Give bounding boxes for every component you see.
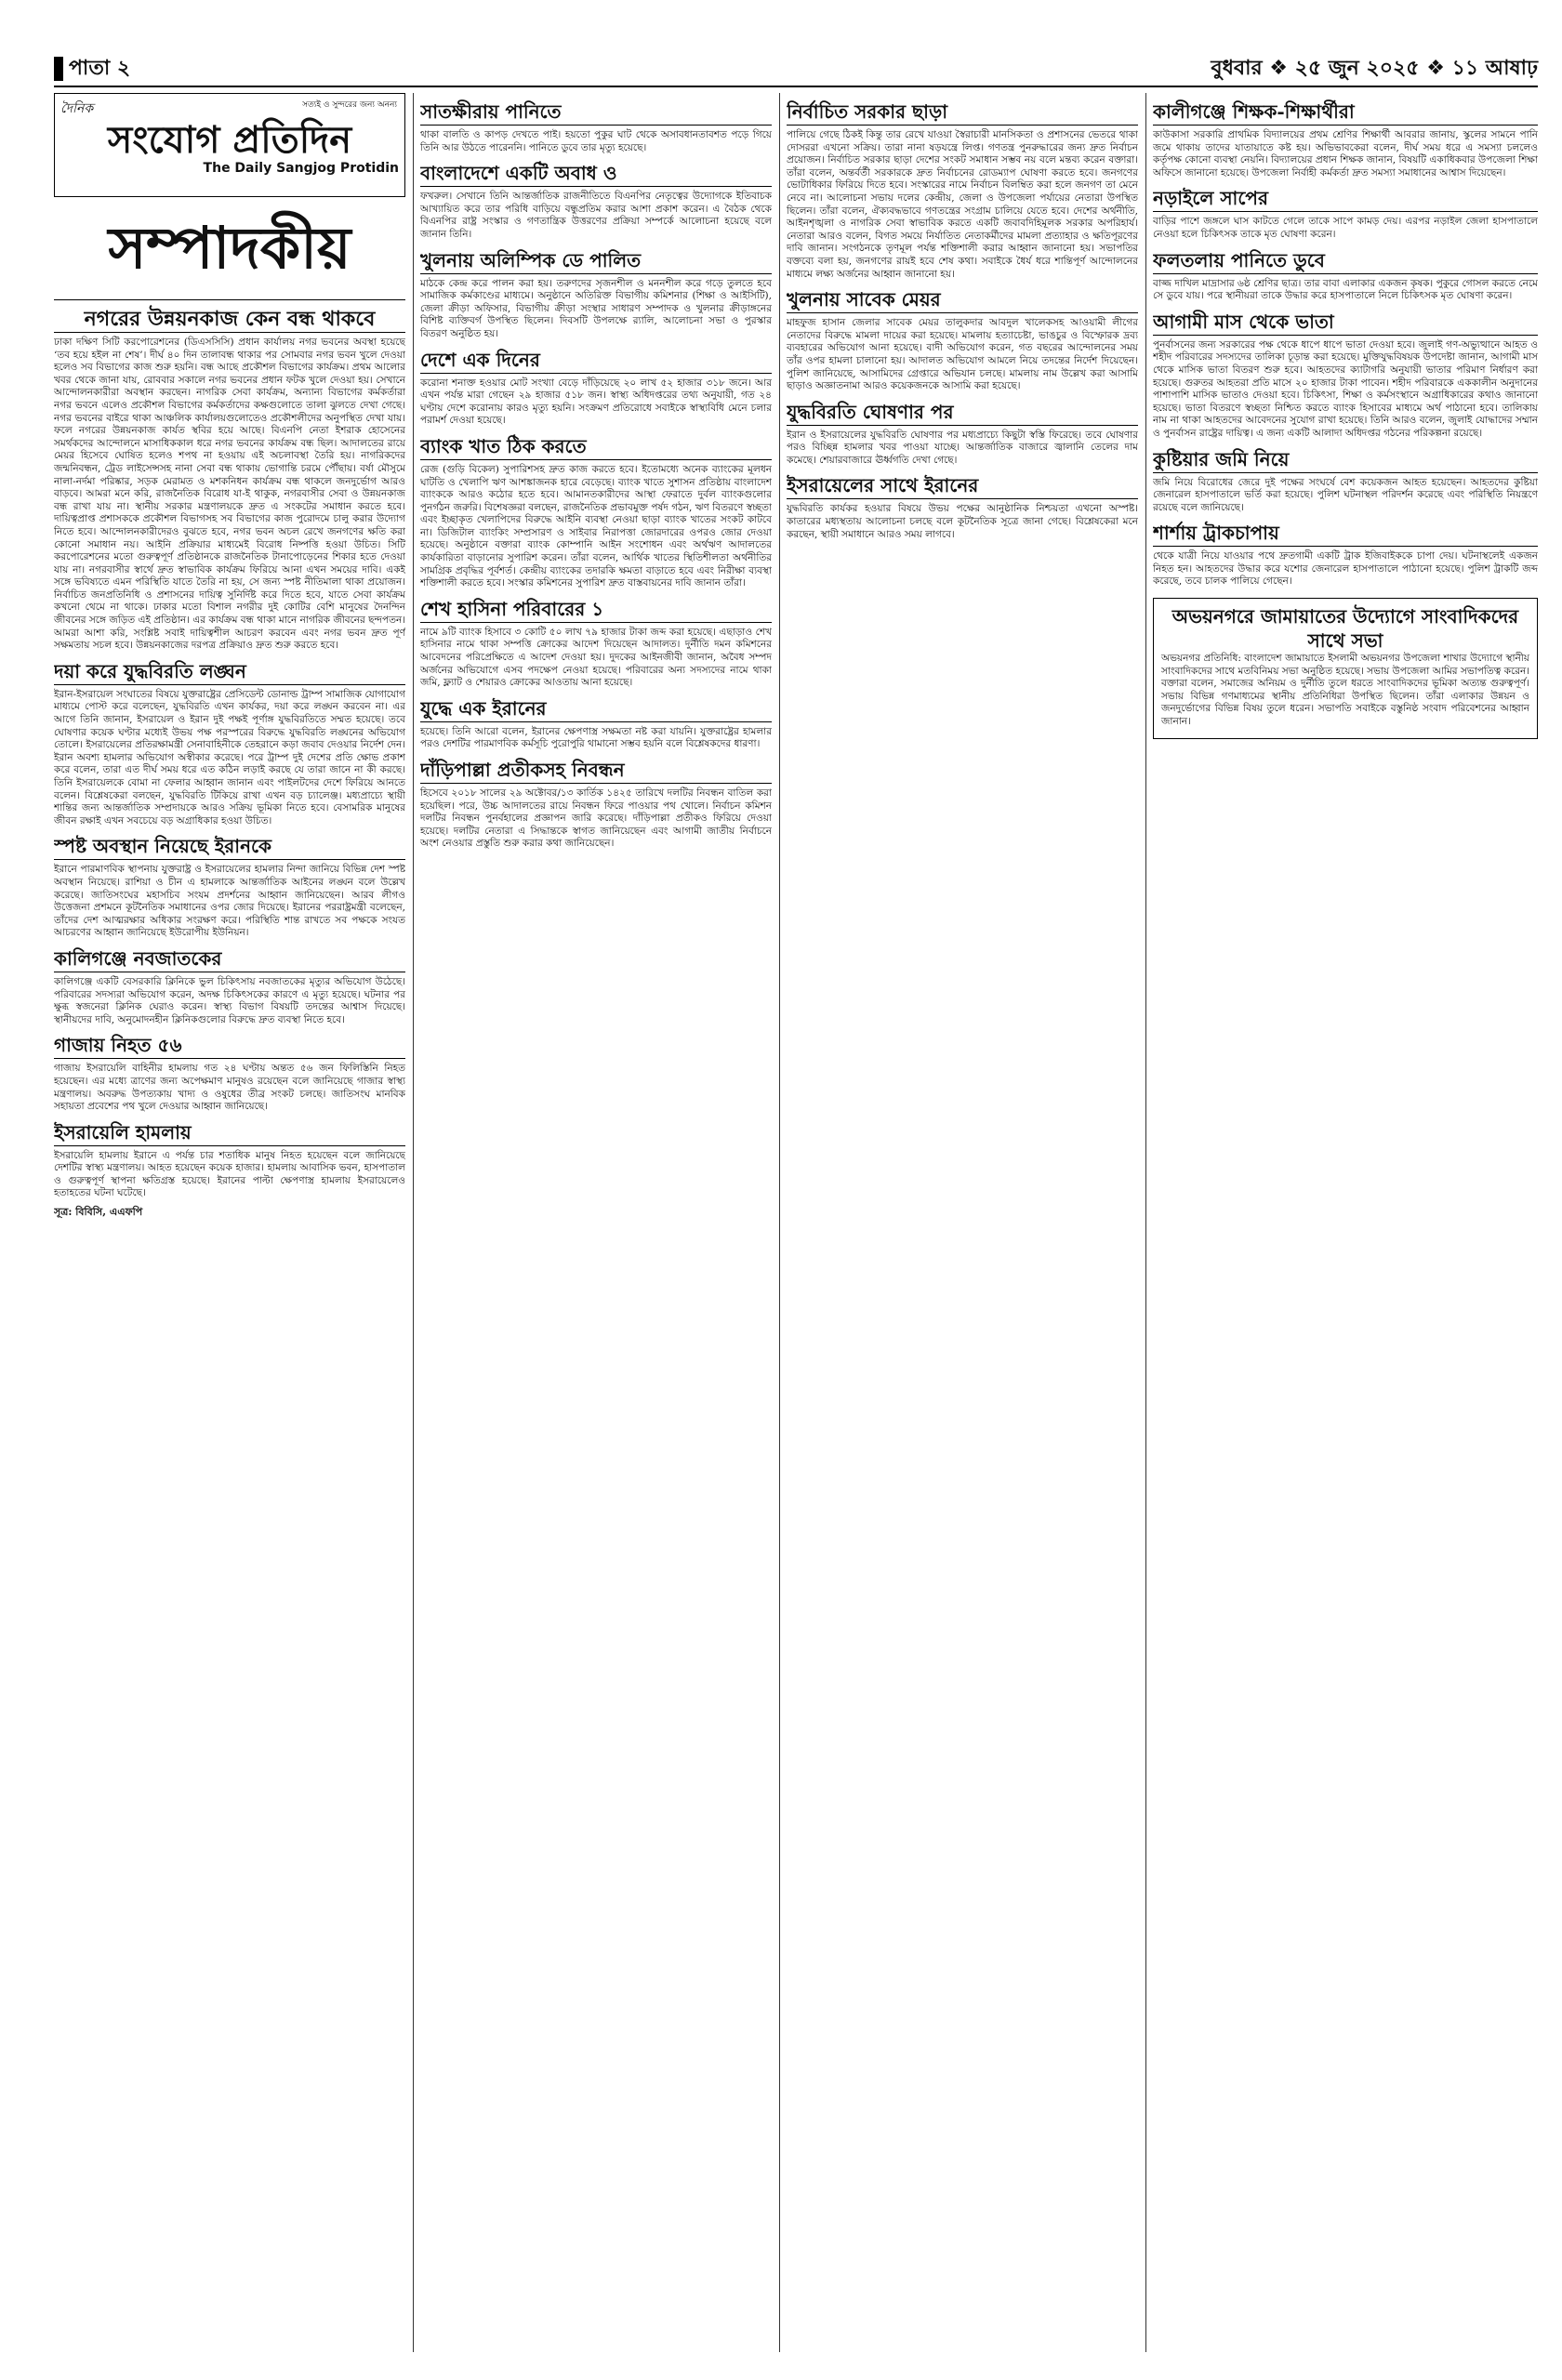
article-body: ঢাকা দক্ষিণ সিটি করপোরেশনের (ডিএসসিসি) প্রধান কার্যালয় নগর ভবনের অবস্থা হয়েছে ‘তব হয়ে হইল না শেষ’। দীর্ঘ ৪০ দিন তালাবন্ধ থাকার পর সোমবার নগর ভবন খুলে দেওয়া হলেও সব বিভাগের কাজ শুরু হয়নি। বন্ধ আছে প্রকৌশল বিভাগের কার্যক্রম। প্রথম আলোর খবর থেকে জানা যায়, রোববার সকালে নগর ভবনের প্রধান ফটক খুলে দেওয়া হয়। সেখানে আন্দোলনকারীরা অবস্থান করছেন। নাগরিক সেবা কার্যক্রম, অন্যান্য বিভাগের কর্মকর্তারা নগর ভবনে এলেও প্রকৌশল বিভাগের কর্মকর্তাদের কক্ষগুলোতে তালা ঝুলতে দেখা গেছে। নগর ভবনের বাইরে থাকা আঞ্চলিক কার্যালয়গুলোতেও প্রকৌশলীদের অনুপস্থিত দেখা যায়। ফলে নগরের উন্নয়নকাজ কার্যত স্থবির হয়ে আছে। বিএনপি নেতা ইশরাক হোসেনের সমর্থকদের আন্দোলনে মাসাধিককাল ধরে নগর ভবনের কার্যক্রম বন্ধ ছিল। আদালতের রায়ে মেয়র হিসেবে ঘোষিত হলেও শপথ না হওয়ায় এই অচলাবস্থা তৈরি হয়। নাগরিকদের জন্মনিবন্ধন, ট্রেড লাইসেন্সসহ নানা সেবা বন্ধ থাকায় ভোগান্তি চরমে পৌঁছায়। বর্ষা মৌসুমে নালা-নর্দমা পরিষ্কার, সড়ক মেরামত ও মশকনিধন কার্যক্রম বন্ধ থাকলে জনদুর্ভোগ আরও বাড়বে। আমরা মনে করি, রাজনৈতিক বিরোধ যা-ই থাকুক, নগরবাসীর সেবা ও উন্নয়নকাজ বন্ধ রাখা যায় না। স্থানীয় সরকার মন্ত্রণালয়কে দ্রুত এ সংকটের সমাধান করতে হবে। দায়িত্বপ্রাপ্ত প্রশাসককে প্রকৌশল বিভাগসহ সব বিভাগের কাজ পুরোদমে চালু করার উদ্যোগ নিতে হবে। আন্দোলনকারীদেরও বুঝতে হবে, নগর ভবন অচল রেখে জনগণের ক্ষতি করা কোনো সমাধান নয়। আইনি প্রক্রিয়ার মাধ্যমেই বিরোধ নিষ্পত্তি হওয়া উচিত। সিটি করপোরেশনের মতো গুরুত্বপূর্ণ প্রতিষ্ঠানকে রাজনৈতিক টানাপোড়েনের শিকার হতে দেওয়া যায় না। নগরবাসীর স্বার্থে দ্রুত স্বাভাবিক কার্যক্রম ফিরিয়ে আনা এখন সময়ের দাবি। একই সঙ্গে ভবিষ্যতে এমন পরিস্থিতি যাতে তৈরি না হয়, সে জন্য স্পষ্ট নীতিমালা থাকা প্রয়োজন। নির্বাচিত জনপ্রতিনিধি ও প্রশাসনের দায়িত্ব সুনির্দিষ্ট করে দিতে হবে, যাতে সেবা কার্যক্রম কখনো থেমে না থাকে। ঢাকার মতো বিশাল নগরীর দুই কোটির বেশি মানুষের দৈনন্দিন জীবনের সঙ্গে জড়িত এই প্রতিষ্ঠান। এর কার্যক্রম বন্ধ থাকা মানে নাগরিক জীবনের ছন্দপতন। আমরা আশা করি, সংশ্লিষ্ট সবাই দায়িত্বশীল আচরণ করবেন এবং নগর ভবন দ্রুত পূর্ণ সক্ষমতায় সচল হবে। উন্নয়নকাজের দরপত্র প্রক্রিয়াও দ্রুত শুরু করতে হবে। [54, 337, 405, 652]
column-rule [413, 93, 414, 2352]
article-body: মাহফুজ হাসান জেলার সাবেক মেয়র তালুকদার আবদুল খালেকসহ আওয়ামী লীগের নেতাদের বিরুদ্ধে মামলা দায়ের করা হয়েছে। মামলায় হত্যাচেষ্টা, ভাঙচুর ও বিস্ফোরক দ্রব্য ব্যবহারের অভিযোগ আনা হয়েছে। বাদী অভিযোগ করেন, গত বছরের আন্দোলনের সময় তাঁর ওপর হামলা চালানো হয়। আদালত অভিযোগ আমলে নিয়ে তদন্তের নির্দেশ দিয়েছেন। পুলিশ জানিয়েছে, আসামিদের গ্রেপ্তারে অভিযান চলছে। মামলায় নাম উল্লেখ করা আসামি ছাড়াও অজ্ঞাতনামা আরও কয়েকজনকে আসামি করা হয়েছে। [787, 317, 1138, 392]
boxed-article-body: অভয়নগর প্রতিনিধি: বাংলাদেশ জামায়াতে ইসলামী অভয়নগর উপজেলা শাখার উদ্যোগে স্থানীয় সাংবাদিকদের সাথে মতবিনিময় সভা অনুষ্ঠিত হয়েছে। সভায় উপজেলা আমির সভাপতিত্ব করেন। বক্তারা বলেন, সমাজের অনিয়ম ও দুর্নীতি তুলে ধরতে সাংবাদিকদের ভূমিকা অত্যন্ত গুরুত্বপূর্ণ। সভায় বিভিন্ন গণমাধ্যমের স্থানীয় প্রতিনিধিরা উপস্থিত ছিলেন। তাঁরা এলাকার উন্নয়ন ও জনদুর্ভোগের বিভিন্ন বিষয় তুলে ধরেন। সভাপতি সবাইকে বস্তুনিষ্ঠ সংবাদ পরিবেশনের আহ্বান জানান। [1161, 653, 1529, 728]
article-headline: বাংলাদেশে একটি অবাধ ও [420, 162, 772, 187]
source-note: সূত্র: বিবিসি, এএফপি [54, 1206, 143, 1219]
masthead-title-en: The Daily Sangjog Protidin [203, 161, 399, 176]
column-rule [1145, 93, 1146, 2352]
column-3 [787, 93, 1138, 2352]
article-headline: খুলনায় সাবেক মেয়র [787, 288, 1138, 313]
article-headline: নগরের উন্নয়নকাজ কেন বন্ধ থাকবে [54, 308, 405, 333]
article-body: ইরান-ইসরায়েল সংঘাতের বিষয়ে যুক্তরাষ্ট্রের প্রেসিডেন্ট ডোনাল্ড ট্রাম্প সামাজিক যোগাযোগ মাধ্যমে পোস্ট করে বলেছেন, যুদ্ধবিরতি এখন কার্যকর, দয়া করে লঙ্ঘন করবেন না। এর আগে তিনি জানান, ইসরায়েল ও ইরান দুই পক্ষই পূর্ণাঙ্গ যুদ্ধবিরতিতে সম্মত হয়েছে। তবে ঘোষণার কয়েক ঘণ্টার মধ্যেই উভয় পক্ষ পরস্পরের বিরুদ্ধে যুদ্ধবিরতি লঙ্ঘনের অভিযোগ তোলে। ইসরায়েলের প্রতিরক্ষামন্ত্রী সেনাবাহিনীকে তেহরানে কড়া জবাব দেওয়ার নির্দেশ দেন। ইরান অবশ্য হামলার অভিযোগ অস্বীকার করেছে। পরে ট্রাম্প দুই দেশের প্রতি ক্ষোভ প্রকাশ করে বলেন, তারা এত দীর্ঘ সময় ধরে এত কঠিন লড়াই করছে যে তারা জানে না কী করছে। তিনি ইসরায়েলকে বোমা না ফেলার আহ্বান জানান এবং পাইলটদের দেশে ফিরিয়ে আনতে বলেন। বিশ্লেষকেরা বলছেন, যুদ্ধবিরতি টিকিয়ে রাখা এখন বড় চ্যালেঞ্জ। মধ্যপ্রাচ্যে স্থায়ী শান্তির জন্য আন্তর্জাতিক সম্প্রদায়কে আরও সক্রিয় ভূমিকা নিতে হবে। বেসামরিক মানুষের জীবন রক্ষাই এখন সবচেয়ে বড় অগ্রাধিকার হওয়া উচিত। [54, 688, 405, 826]
article-body: থেকে যাত্রী নিয়ে যাওয়ার পথে দ্রুতগামী একটি ট্রাক ইজিবাইককে চাপা দেয়। ঘটনাস্থলেই একজন নিহত হন। আহতদের উদ্ধার করে যশোর জেনারেল হাসপাতালে পাঠানো হয়েছে। পুলিশ ট্রাকটি জব্দ করেছে, তবে চালক পালিয়ে গেছেন। [1153, 550, 1538, 588]
article-headline: গাজায় নিহত ৫৬ [54, 1034, 405, 1059]
article-headline: কালীগঞ্জে শিক্ষক-শিক্ষার্থীরা [1153, 100, 1538, 126]
article-headline: সাতক্ষীরায় পানিতে [420, 100, 772, 126]
column-rule [779, 93, 780, 2352]
article-headline: দাঁড়িপাল্লা প্রতীকসহ নিবন্ধন [420, 759, 772, 784]
page-number-marker [54, 57, 63, 81]
article-body: বাড়ির পাশে জঙ্গলে ঘাস কাটতে গেলে তাকে সাপে কামড় দেয়। এরপর নড়াইল জেলা হাসপাতালে নেওয়া হলে চিকিৎসক তাকে মৃত ঘোষণা করেন। [1153, 216, 1538, 240]
article-headline: নড়াইলে সাপের [1153, 187, 1538, 212]
article-headline: আগামী মাস থেকে ভাতা [1153, 311, 1538, 336]
article-body: গাজায় ইসরায়েলি বাহিনীর হামলায় গত ২৪ ঘণ্টায় অন্তত ৫৬ জন ফিলিস্তিনি নিহত হয়েছেন। এর মধ্যে ত্রাণের জন্য অপেক্ষমাণ মানুষও রয়েছেন বলে জানিয়েছে গাজার স্বাস্থ্য মন্ত্রণালয়। অবরুদ্ধ উপত্যকায় খাদ্য ও ওষুধের তীব্র সংকট চলছে। জাতিসংঘ মানবিক সহায়তা প্রবেশের পথ খুলে দেওয়ার আহ্বান জানিয়েছে। [54, 1063, 405, 1113]
article-body: জমি নিয়ে বিরোধের জেরে দুই পক্ষের সংঘর্ষে বেশ কয়েকজন আহত হয়েছেন। আহতদের কুষ্টিয়া জেনারেল হাসপাতালে ভর্তি করা হয়েছে। পুলিশ ঘটনাস্থল পরিদর্শন করেছে এবং পরিস্থিতি নিয়ন্ত্রণে রয়েছে বলে জানিয়েছে। [1153, 476, 1538, 513]
article-headline: শার্শায় ট্রাকচাপায় [1153, 522, 1538, 547]
article-headline: ইসরায়েলের সাথে ইরানের [787, 474, 1138, 499]
article-body: বাজ্জ দাখিল মাদ্রাসার ৬ষ্ঠ শ্রেণির ছাত্র। তার বাবা এলাকার একজন কৃষক। পুকুরে গোসল করতে নেমে সে ডুবে যায়। পরে স্থানীয়রা তাকে উদ্ধার করে হাসপাতালে নিলে চিকিৎসক মৃত ঘোষণা করেন। [1153, 277, 1538, 302]
article-headline: ফলতলায় পানিতে ডুবে [1153, 249, 1538, 274]
column-1 [54, 93, 405, 2352]
article-body: রেজ (গুড়ি বিকেল) সুপারিশসহ দ্রুত কাজ করতে হবে। ইতোমধ্যে অনেক ব্যাংকের মূলধন ঘাটতি ও খেলাপি ঋণ আশঙ্কাজনক হারে বেড়েছে। ব্যাংক খাতে সুশাসন প্রতিষ্ঠায় বাংলাদেশ ব্যাংককে আরও কঠোর হতে হবে। আমানতকারীদের আস্থা ফেরাতে দুর্বল ব্যাংকগুলোর পুনর্গঠন জরুরি। বিশেষজ্ঞরা বলছেন, রাজনৈতিক প্রভাবমুক্ত পর্ষদ গঠন, ঋণ বিতরণে স্বচ্ছতা এবং ইচ্ছাকৃত খেলাপিদের বিরুদ্ধে আইনি ব্যবস্থা নেওয়া ছাড়া ব্যাংক খাতের সংকট কাটবে না। ডিজিটাল ব্যাংকিং সম্প্রসারণ ও সাইবার নিরাপত্তা জোরদারের ওপরও জোর দেওয়া হয়েছে। অনুষ্ঠানে বক্তারা ব্যাংক কোম্পানি আইন সংশোধন এবং অর্থঋণ আদালতের কার্যকারিতা বাড়ানোর সুপারিশ করেন। তাঁরা বলেন, আর্থিক খাতের স্থিতিশীলতা অর্থনীতির সামগ্রিক প্রবৃদ্ধির পূর্বশর্ত। কেন্দ্রীয় ব্যাংকের তদারকি ক্ষমতা বাড়াতে হবে এবং নিরীক্ষা ব্যবস্থা শক্তিশালী করতে হবে। সংস্কার কমিশনের সুপারিশ দ্রুত বাস্তবায়নের দাবি জানান তাঁরা। [420, 463, 772, 589]
column-2 [420, 93, 772, 2352]
article-body: কাউকাসা সরকারি প্রাথমিক বিদ্যালয়ের প্রথম শ্রেণির শিক্ষার্থী আবরার জানায়, স্কুলের সামনে পানি জমে থাকায় তাদের যাতায়াতে কষ্ট হয়। অভিভাবকেরা বলেন, দীর্ঘ সময় ধরে এ সমস্যা চললেও কর্তৃপক্ষ কোনো ব্যবস্থা নেয়নি। বিদ্যালয়ের প্রধান শিক্ষক জানান, বিষয়টি একাধিকবার উপজেলা শিক্ষা অফিসে জানানো হয়েছে। উপজেলা নির্বাহী কর্মকর্তা দ্রুত সমস্যা সমাধানের আশ্বাস দিয়েছেন। [1153, 129, 1538, 178]
article-headline: ইসরায়েলি হামলায় [54, 1121, 405, 1146]
article-headline: স্পষ্ট অবস্থান নিয়েছে ইরানকে [54, 835, 405, 860]
article-headline: দয়া করে যুদ্ধবিরতি লঙ্ঘন [54, 660, 405, 685]
article-body: ইসরায়েলি হামলায় ইরানে এ পর্যন্ত চার শতাধিক মানুষ নিহত হয়েছেন বলে জানিয়েছে দেশটির স্বাস্থ্য মন্ত্রণালয়। আহত হয়েছেন কয়েক হাজার। হামলায় আবাসিক ভবন, হাসপাতাল ও গুরুত্বপূর্ণ স্থাপনা ক্ষতিগ্রস্ত হয়েছে। ইরানের পাল্টা ক্ষেপণাস্ত্র হামলায় ইসরায়েলেও হতাহতের ঘটনা ঘটেছে। [54, 1149, 405, 1199]
article-headline: দেশে এক দিনের [420, 349, 772, 374]
boxed-article-headline: অভয়নগরে জামায়াতের উদ্যোগে সাংবাদিকদের সাথে সভা [1172, 605, 1519, 653]
section-title: সম্পাদকীয় [54, 197, 405, 300]
article-body: কালিগঞ্জে একটি বেসরকারি ক্লিনিকে ভুল চিকিৎসায় নবজাতকের মৃত্যুর অভিযোগ উঠেছে। পরিবারের সদস্যরা অভিযোগ করেন, অদক্ষ চিকিৎসকের কারণে এ মৃত্যু হয়েছে। ঘটনার পর ক্ষুব্ধ স্বজনেরা ক্লিনিক ঘেরাও করেন। স্বাস্থ্য বিভাগ বিষয়টি তদন্তের আশ্বাস দিয়েছে। স্থানীয়দের দাবি, অনুমোদনহীন ক্লিনিকগুলোর বিরুদ্ধে দ্রুত ব্যবস্থা নিতে হবে। [54, 975, 405, 1025]
article-headline: কুষ্টিয়ার জমি নিয়ে [1153, 448, 1538, 473]
article-headline: কালিগঞ্জে নবজাতকের [54, 947, 405, 972]
article-body: ইরান ও ইসরায়েলের যুদ্ধবিরতি ঘোষণার পর মধ্যপ্রাচ্যে কিছুটা স্বস্তি ফিরেছে। তবে ঘোষণার পরও বিচ্ছিন্ন হামলার খবর পাওয়া যাচ্ছে। আন্তর্জাতিক বাজারে জ্বালানি তেলের দাম কমেছে। শেয়ারবাজারে ঊর্ধ্বগতি দেখা গেছে। [787, 429, 1138, 466]
article-headline: খুলনায় অলিম্পিক ডে পালিত [420, 249, 772, 274]
page-header [54, 48, 1538, 87]
masthead-daily: দৈনিক [60, 101, 94, 116]
page-number-label: পাতা ২ [69, 57, 131, 80]
article-body: ফখরুল। সেখানে তিনি আন্তর্জাতিক রাজনীতিতে বিএনপির নেতৃত্বের উদ্যোগকে ইতিবাচক আখ্যায়িত করে তার পরিধি বাড়িয়ে বন্ধুপ্রতিম করার আশা প্রকাশ করেন। এ বৈঠক থেকে বিএনপির রাষ্ট্র সংস্কার ও গণতান্ত্রিক উত্তরণের প্রক্রিয়া সম্পর্কে আলোচনা হয়েছে বলে জানান তিনি। [420, 191, 772, 240]
article-body: পুনর্বাসনের জন্য সরকারের পক্ষ থেকে ধাপে ধাপে ভাতা দেওয়া হবে। জুলাই গণ-অভ্যুত্থানে আহত ও শহীদ পরিবারের সদস্যদের তালিকা চূড়ান্ত করা হয়েছে। মুক্তিযুদ্ধবিষয়ক উপদেষ্টা জানান, আগামী মাস থেকে মাসিক ভাতা বিতরণ শুরু হবে। আহতদের ক্যাটাগরি অনুযায়ী ভাতার পরিমাণ নির্ধারণ করা হয়েছে। গুরুতর আহতরা প্রতি মাসে ২০ হাজার টাকা পাবেন। শহীদ পরিবারকে এককালীন অনুদানের পাশাপাশি মাসিক ভাতাও দেওয়া হবে। চিকিৎসা, শিক্ষা ও কর্মসংস্থানে অগ্রাধিকারের কথাও জানানো হয়েছে। ভাতা বিতরণে স্বচ্ছতা নিশ্চিত করতে ব্যাংক হিসাবের মাধ্যমে অর্থ পাঠানো হবে। তালিকায় নাম না থাকা আহতদের আবেদনের সুযোগ রাখা হয়েছে। তিনি আরও বলেন, জুলাই যোদ্ধাদের সম্মান ও পুনর্বাসন রাষ্ট্রের দায়িত্ব। এ জন্য একটি আলাদা অধিদপ্তর গঠনের পরিকল্পনা রয়েছে। [1153, 338, 1538, 439]
article-body: ইরানে পারমাণবিক স্থাপনায় যুক্তরাষ্ট্র ও ইসরায়েলের হামলার নিন্দা জানিয়ে বিভিন্ন দেশ স্পষ্ট অবস্থান নিয়েছে। রাশিয়া ও চীন এ হামলাকে আন্তর্জাতিক আইনের লঙ্ঘন বলে উল্লেখ করেছে। জাতিসংঘের মহাসচিব সংযম প্রদর্শনের আহ্বান জানিয়েছেন। আরব লীগও উত্তেজনা প্রশমনে কূটনৈতিক সমাধানের ওপর জোর দিয়েছে। ইরানের পররাষ্ট্রমন্ত্রী বলেছেন, তাঁদের দেশ আত্মরক্ষার অধিকার সংরক্ষণ করে। পরিস্থিতি শান্ত রাখতে সব পক্ষকে সংযত আচরণের আহ্বান জানিয়েছে ইউরোপীয় ইউনিয়ন। [54, 864, 405, 939]
boxed-article [1153, 598, 1538, 739]
article-body: নামে ৯টি ব্যাংক হিসাবে ৩ কোটি ৫০ লাখ ৭৯ হাজার টাকা জব্দ করা হয়েছে। এছাড়াও শেখ হাসিনার নামে থাকা সম্পত্তি ক্রোকের আদেশ দিয়েছেন আদালত। দুর্নীতি দমন কমিশনের আবেদনের পরিপ্রেক্ষিতে এ আদেশ দেওয়া হয়। দুদকের আইনজীবী জানান, অবৈধ সম্পদ অর্জনের অভিযোগে এসব পদক্ষেপ নেওয়া হয়েছে। পরিবারের অন্য সদস্যদের নামে থাকা জমি, ফ্ল্যাট ও শেয়ারও ক্রোকের আওতায় আনা হয়েছে। [420, 626, 772, 689]
article-body: হয়েছে। তিনি আরো বলেন, ইরানের ক্ষেপণাস্ত্র সক্ষমতা নষ্ট করা যায়নি। যুক্তরাষ্ট্রের হামলার পরও দেশটির পারমাণবিক কর্মসূচি পুরোপুরি থামানো সম্ভব হয়নি বলে বিশ্লেষকদের ধারণা। [420, 725, 772, 750]
article-headline: ব্যাংক খাত ঠিক করতে [420, 435, 772, 460]
article-body: হিসেবে ২০১৮ সালের ২৯ অক্টোবর/১৩ কার্তিক ১৪২৫ তারিখে দলটির নিবন্ধন বাতিল করা হয়েছিল। পরে, উচ্চ আদালতের রায়ে নিবন্ধন ফিরে পাওয়ার পথ খোলে। নির্বাচন কমিশন দলটির নিবন্ধন পুনর্বহালের প্রজ্ঞাপন জারি করেছে। দাঁড়িপাল্লা প্রতীকও ফিরিয়ে দেওয়া হয়েছে। দলটির নেতারা এ সিদ্ধান্তকে স্বাগত জানিয়েছেন এবং আগামী জাতীয় নির্বাচনে অংশ নেওয়ার প্রস্তুতি শুরু করার কথা জানিয়েছেন। [420, 787, 772, 850]
date-line: বুধবার ❖ ২৫ জুন ২০২৫ ❖ ১১ আষাঢ় [1211, 57, 1538, 80]
article-headline: শেখ হাসিনা পরিবারের ১ [420, 598, 772, 623]
article-headline: যুদ্ধে এক ইরানের [420, 697, 772, 722]
masthead [54, 93, 405, 197]
article-body: যুদ্ধবিরতি কার্যকর হওয়ার বিষয়ে উভয় পক্ষের আনুষ্ঠানিক নিশ্চয়তা এখনো অস্পষ্ট। কাতারের মধ্যস্থতায় আলোচনা চলছে বলে কূটনৈতিক সূত্রে জানা গেছে। বিশ্লেষকেরা মনে করছেন, স্থায়ী সমাধানে আরও সময় লাগবে। [787, 503, 1138, 540]
article-headline: যুদ্ধবিরতি ঘোষণার পর [787, 401, 1138, 426]
article-body: মাঠকে কেন্দ্র করে পালন করা হয়। তরুণদের সৃজনশীল ও মননশীল করে গড়ে তুলতে হবে সামাজিক কর্মকাণ্ডের মাধ্যমে। অনুষ্ঠানে অতিরিক্ত বিভাগীয় কমিশনার (শিক্ষা ও আইসিটি), জেলা ক্রীড়া অফিসার, বিভাগীয় ক্রীড়া সংস্থার সাধারণ সম্পাদক ও খুলনার ক্রীড়াঙ্গনের বিশিষ্ট ব্যক্তিবর্গ উপস্থিত ছিলেন। দিবসটি উপলক্ষে র‍্যালি, আলোচনা সভা ও পুরস্কার বিতরণ অনুষ্ঠিত হয়। [420, 277, 772, 339]
article-headline: নির্বাচিত সরকার ছাড়া [787, 100, 1138, 126]
article-body: থাকা বালতি ও কাপড় দেখতে পাই। হয়তো পুকুর ঘাট থেকে অসাবধানতাবশত পড়ে গিয়ে তিনি আর উঠতে পারেননি। পানিতে ডুবে তার মৃত্যু হয়েছে। [420, 129, 772, 153]
column-4 [1153, 93, 1538, 2352]
masthead-title: সংযোগ প্রতিদিন [107, 118, 352, 162]
article-body: করোনা শনাক্ত হওয়ার মোট সংখ্যা বেড়ে দাঁড়িয়েছে ২০ লাখ ৫২ হাজার ৩১৮ জনে। আর এখন পর্যন্ত মারা গেছেন ২৯ হাজার ৫১৮ জন। স্বাস্থ্য অধিদপ্তরের তথ্য অনুযায়ী, গত ২৪ ঘণ্টায় দেশে করোনায় কারও মৃত্যু হয়নি। সংক্রমণ প্রতিরোধে সবাইকে স্বাস্থ্যবিধি মেনে চলার পরামর্শ দেওয়া হয়েছে। [420, 377, 772, 427]
page-number [54, 52, 130, 86]
article-body: পালিয়ে গেছে ঠিকই কিন্তু তার রেখে যাওয়া স্বৈরাচারী মানসিকতা ও প্রশাসনের ভেতরে থাকা দোসররা এখনো সক্রিয়। তারা নানা ষড়যন্ত্রে লিপ্ত। গণতন্ত্র পুনরুদ্ধারের জন্য দ্রুত নির্বাচন প্রয়োজন। নির্বাচিত সরকার ছাড়া দেশের সংকট সমাধান সম্ভব নয় বলে মন্তব্য করেন বক্তারা। তাঁরা বলেন, অন্তর্বর্তী সরকারকে দ্রুত নির্বাচনের রোডম্যাপ ঘোষণা করতে হবে। জনগণের ভোটাধিকার ফিরিয়ে দিতে হবে। সংস্কারের নামে নির্বাচন বিলম্বিত করা হলে জনগণ তা মেনে নেবে না। আলোচনা সভায় দলের কেন্দ্রীয়, জেলা ও উপজেলা পর্যায়ের নেতারা উপস্থিত ছিলেন। তাঁরা বলেন, ঐক্যবদ্ধভাবে গণতন্ত্রের সংগ্রাম চালিয়ে যেতে হবে। দেশের অর্থনীতি, আইনশৃঙ্খলা ও নাগরিক সেবা স্বাভাবিক করতে একটি জবাবদিহিমূলক সরকার অপরিহার্য। নেতারা আরও বলেন, বিগত সময়ে নির্যাতিত নেতাকর্মীদের মামলা প্রত্যাহার ও ক্ষতিপূরণের দাবি জানান। সংগঠনকে তৃণমূল পর্যন্ত শক্তিশালী করার আহ্বান জানানো হয়। সভাপতির বক্তব্যে বলা হয়, জনগণের রায়ই হবে শেষ কথা। সবাইকে ধৈর্য ধরে শান্তিপূর্ণ আন্দোলনের মাধ্যমে লক্ষ্য অর্জনের আহ্বান জানানো হয়। [787, 129, 1138, 280]
masthead-tagline: সত্যই ও সুন্দরের জন্য অনন্য [302, 100, 397, 110]
